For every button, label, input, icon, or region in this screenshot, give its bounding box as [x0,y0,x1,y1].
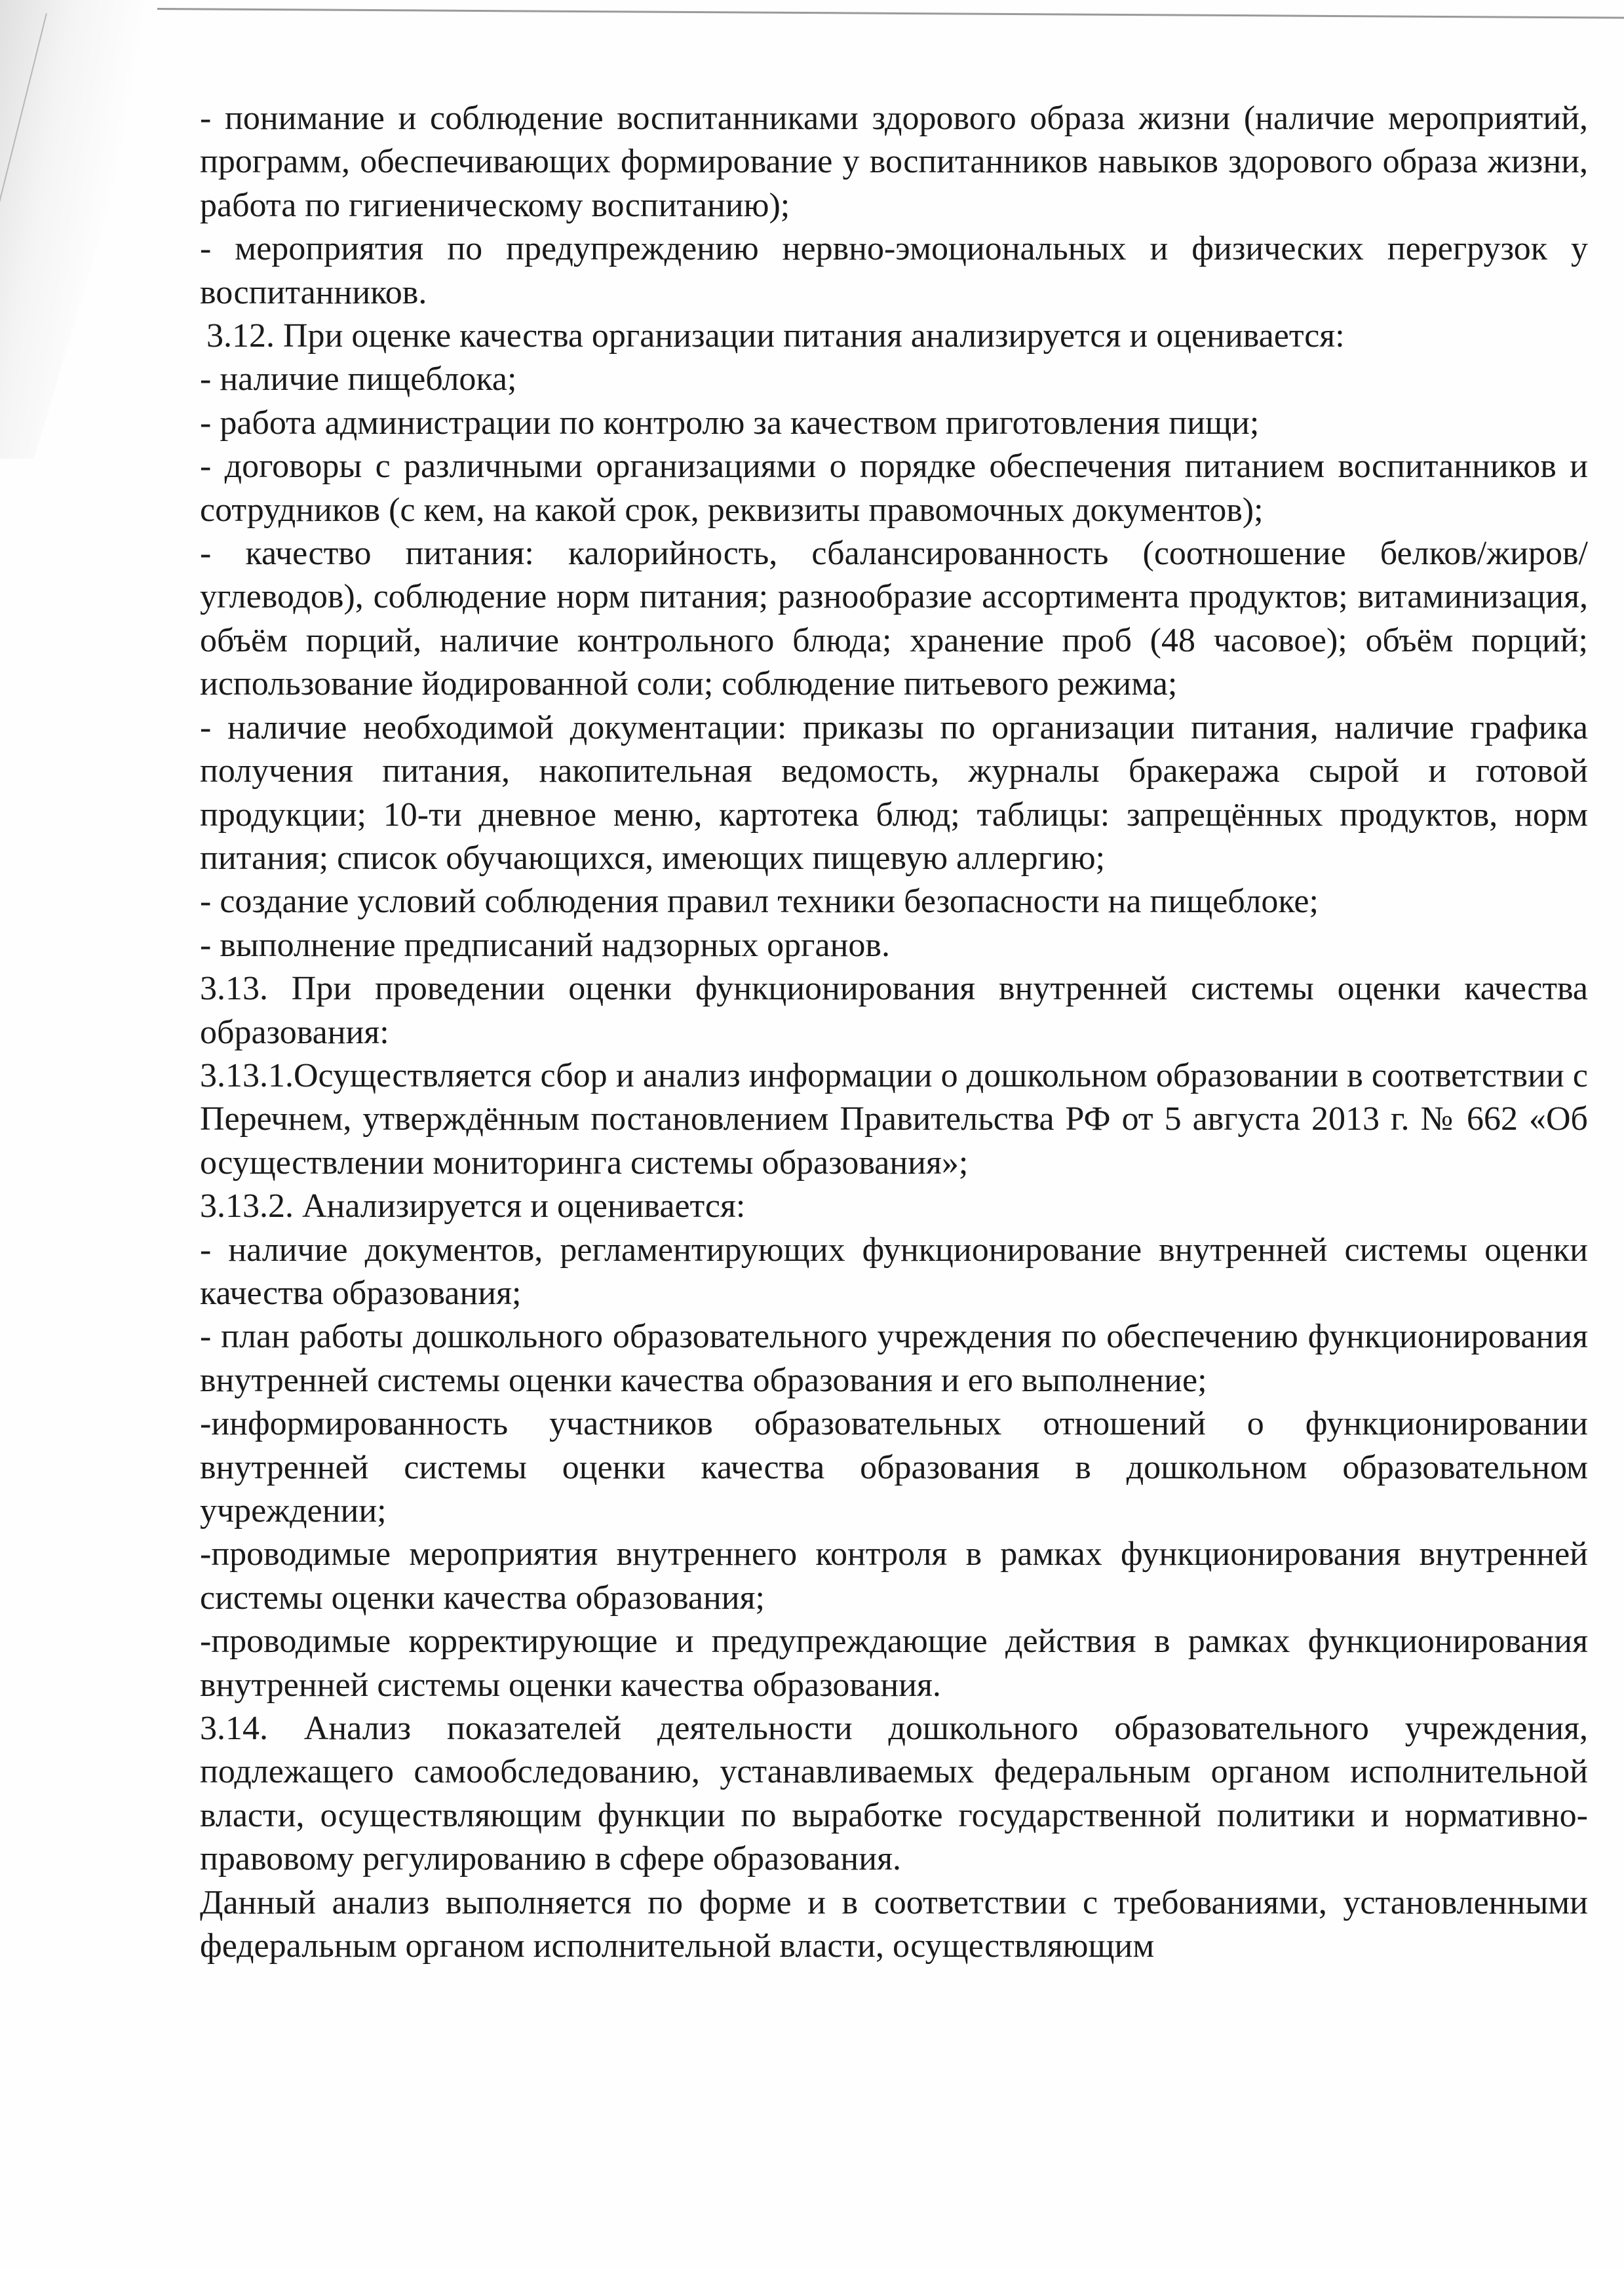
paragraph-regulating-documents: - наличие документов, регламентирующих функционирование внутренней системы оценки качества образования; [200,1231,1588,1312]
paragraph-food-quality: - качество питания: калорийность, сбалансированность (соотношение белков/жиров/углеводов), соблюдение норм питания; разнообразие ассортимента продуктов; витаминизация, объём порций, наличие контрольного блюда; хранение проб (48 часовое); объём порций; использование йодированной соли; соблюдение питьевого режима; [200,535,1588,703]
paragraph-safety: - создание условий соблюдения правил техники безопасности на пищеблоке; [200,883,1319,921]
document-body [200,97,1588,1968]
paragraph-kitchen: - наличие пищеблока; [200,360,517,398]
scan-edge-line-top [157,8,1624,19]
paragraph-contracts: - договоры с различными организациями о порядке обеспечения питанием воспитанников и сотрудников (с кем, на какой срок, реквизиты правомочных документов); [200,448,1588,529]
paragraph-healthy-lifestyle: - понимание и соблюдение воспитанниками здорового образа жизни (наличие мероприятий, программ, обеспечивающих формирование у воспитанников навыков здорового образа жизни, работа по гигиеническому воспитанию); [200,100,1588,224]
paragraph-3-13-2: 3.13.2. Анализируется и оценивается: [200,1187,746,1225]
paragraph-3-13-1: 3.13.1.Осуществляется сбор и анализ информации о дошкольном образовании в соответствии с Перечнем, утверждённым постановлением Правительства РФ от 5 августа 2013 г. № 662 «Об осуществлении мониторинга системы образования»; [200,1056,1588,1182]
paragraph-documentation: - наличие необходимой документации: приказы по организации питания, наличие графика получения питания, накопительная ведомость, журналы бракеража сырой и готовой продукции; 10-ти дневное меню, картотека блюд; таблицы: запрещённых продуктов, норм питания; список обучающихся, имеющих пищевую аллергию; [200,708,1588,877]
scan-shadow-left [0,0,170,459]
paragraph-awareness: -информированность участников образовательных отношений о функционировании внутренней системы оценки качества образования в дошкольном образовательном учреждении; [200,1405,1588,1529]
paragraph-admin-control: - работа администрации по контролю за качеством приготовления пищи; [200,404,1260,442]
paragraph-3-14: 3.14. Анализ показателей деятельности дошкольного образовательного учреждения, подлежащего самообследованию, устанавливаемых федеральным органом исполнительной власти, осуществляющим функции по выработке государственной политики и нормативно-правовому регулированию в сфере образования. [200,1710,1588,1878]
paragraph-work-plan: - план работы дошкольного образовательного учреждения по обеспечению функционирования внутренней системы оценки качества образования и его выполнение; [200,1318,1588,1399]
paragraph-inspections: - выполнение предписаний надзорных органов. [200,926,890,964]
paragraph-3-12-heading: 3.12. При оценке качества организации питания анализируется и оценивается: [206,317,1345,355]
paragraph-3-13-heading: 3.13. При проведении оценки функционирования внутренней системы оценки качества образования: [200,970,1588,1051]
paragraph-overload-prevention: - мероприятия по предупреждению нервно-эмоциональных и физических перегрузок у воспитанников. [200,230,1588,311]
paragraph-analysis-form: Данный анализ выполняется по форме и в соответствии с требованиями, установленными федеральным органом исполнительной власти, осуществляющим [200,1883,1588,1965]
paragraph-corrective-actions: -проводимые корректирующие и предупреждающие действия в рамках функционирования внутренней системы оценки качества образования. [200,1623,1588,1704]
paragraph-internal-control: -проводимые мероприятия внутреннего контроля в рамках функционирования внутренней системы оценки качества образования; [200,1535,1588,1617]
